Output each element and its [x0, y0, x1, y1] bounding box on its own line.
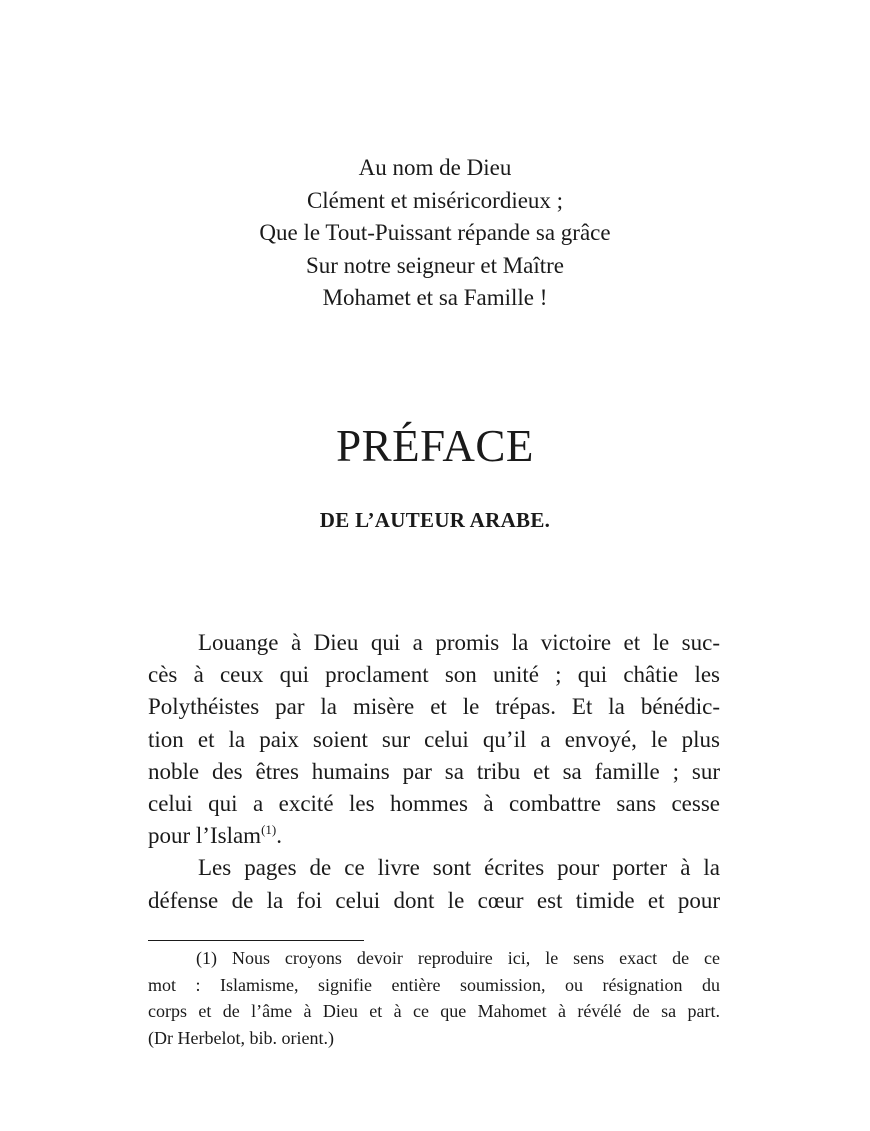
invocation-line: Clément et miséricordieux ;: [306, 187, 564, 213]
footnote-line: (Dr Herbelot, bib. orient.): [148, 1027, 334, 1048]
body-line: Louange à Dieu qui a promis la victoire et le suc-: [198, 630, 720, 655]
body-line: celui qui a excité les hommes à combattre sans cesse: [148, 791, 720, 817]
invocation-block: [0, 152, 870, 315]
body-line-last: [148, 820, 720, 852]
body-line: défense de la foi celui dont le cœur est timide et pour: [148, 887, 720, 913]
footnote-line: mot : Islamisme, signifie entière soumission, ou résignation du: [148, 974, 720, 995]
body-line: cès à ceux qui proclament son unité ; qui châtie les: [148, 662, 720, 688]
sentence-end: .: [276, 823, 282, 849]
footnote: [148, 945, 720, 1051]
body-line: Polythéistes par la misère et le trépas. Et la bénédic-: [148, 694, 720, 720]
footnote-divider: [148, 940, 364, 941]
body-line: noble des êtres humains par sa tribu et sa famille ; sur: [148, 758, 720, 784]
footnote-line: corps et de l’âme à Dieu et à ce que Mahomet à révélé de sa part.: [148, 1001, 720, 1021]
body-line: tion et la paix soient sur celui qu’il a envoyé, le plus: [148, 726, 720, 752]
chapter-title: PRÉFACE: [336, 421, 534, 471]
body-line-text: pour l’Islam: [148, 823, 262, 849]
body-text: [148, 627, 720, 917]
invocation-line: Au nom de Dieu: [358, 155, 512, 180]
footnote-marker[interactable]: (1): [261, 822, 277, 838]
invocation-line: Que le Tout-Puissant répande sa grâce: [259, 220, 611, 245]
invocation-line: Sur notre seigneur et Maître: [305, 252, 565, 278]
invocation-line: Mohamet et sa Famille !: [322, 285, 548, 310]
body-line: Les pages de ce livre sont écrites pour porter à la: [198, 855, 720, 881]
footnote-line: (1) Nous croyons devoir reproduire ici, le sens exact de ce: [196, 948, 720, 968]
chapter-subtitle: DE L’AUTEUR ARABE.: [319, 508, 551, 532]
